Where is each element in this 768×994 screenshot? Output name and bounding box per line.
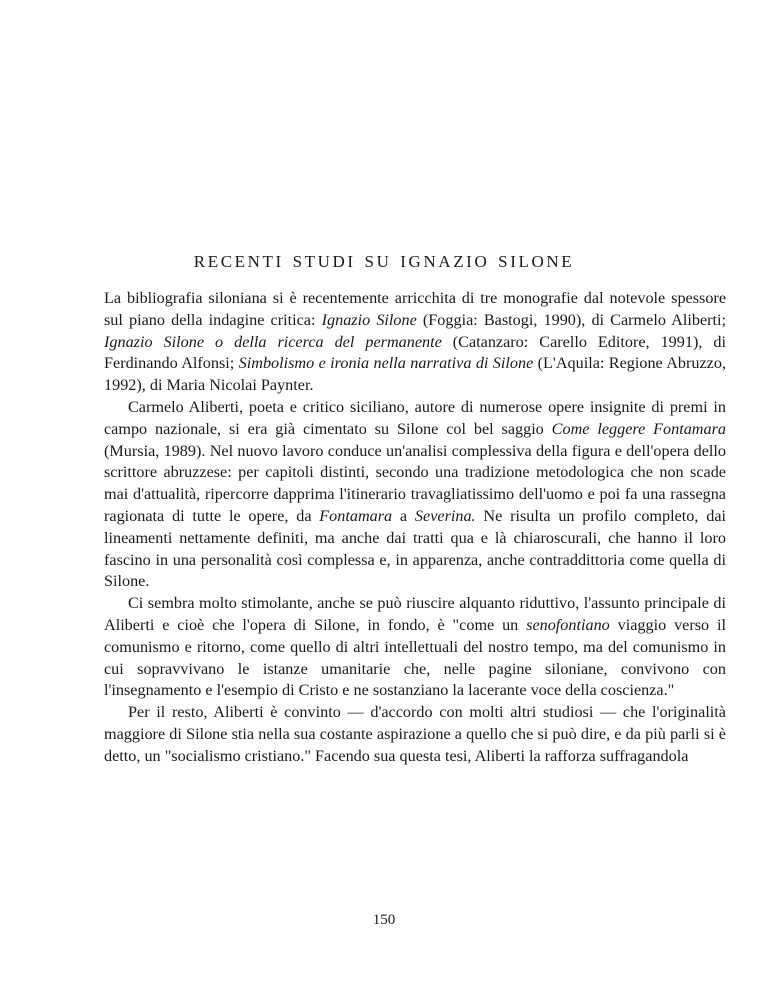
article-body — [104, 288, 726, 768]
text-run: Ne risulta un profilo completo, dai lineamenti nettamente definiti, ma anche dai tratti qua e là chiaroscurali, che hanno il loro fascino in una personalità così complessa e, in apparenza, anche contraddittoria come quella di Silone. — [104, 506, 727, 591]
text-run: Per il resto, Aliberti è convinto — d'accordo con molti altri studiosi — che l'originalità maggiore di Silone stia nella sua costante aspirazione a quello che si può dire, e da più parli si è detto, un "socialismo cristiano." Facendo sua questa tesi, Aliberti la rafforza suffragandola — [104, 703, 726, 765]
italic-title: Fontamara — [319, 506, 393, 525]
paragraph — [104, 702, 726, 767]
italic-title: senofontiano — [526, 615, 610, 634]
italic-title: Come leggere Fontamara — [551, 419, 726, 438]
page-number: 150 — [372, 912, 396, 928]
text-run: Carmelo Aliberti, poeta e critico siciliano, autore di numerose opere insignite di premi in campo nazionale, si era già cimentato su Silone col bel saggio — [104, 397, 726, 438]
italic-title: Simbolismo e ironia nella narrativa di Silone — [238, 354, 534, 373]
text-run: (L'Aquila: Regione Abruzzo, 1992), di Maria Nicolai Paynter. — [104, 354, 726, 395]
text-run: (Catanzaro: Carello Editore, 1991), di Ferdinando Alfonsi; — [104, 332, 726, 373]
text-run: (Foggia: Bastogi, 1990), di Carmelo Aliberti; — [416, 310, 726, 329]
page-title: RECENTI STUDI SU IGNAZIO SILONE — [193, 252, 575, 271]
paragraph — [104, 593, 726, 702]
italic-title: Ignazio Silone — [321, 310, 417, 329]
text-run: (Mursia, 1989). Nel nuovo lavoro conduce un'analisi complessiva della figura e dell'opera dello scrittore abruzzese: per capitoli distinti, secondo una tradizione metodologica che non scade mai d'attualità, ripercorre dapprima l'itinerario travagliatissimo dell'uomo e poi fa una rassegna ragionata di tutte le opere, da — [104, 441, 726, 525]
text-run: a — [392, 506, 415, 525]
text-run: La bibliografia siloniana si è recentemente arricchita di tre monografie dal notevole spessore sul piano della indagine critica: — [104, 289, 726, 329]
italic-title: Ignazio Silone o della ricerca del permanente — [104, 332, 442, 351]
italic-title: Severina. — [414, 506, 476, 525]
paragraph — [104, 288, 726, 397]
text-run: Ci sembra molto stimolante, anche se può riuscire alquanto riduttivo, l'assunto principale di Aliberti e cioè che l'opera di Silone, in fondo, è "come un — [104, 594, 726, 634]
text-run: viaggio verso il comunismo e ritorno, come quello di altri intellettuali del nostro tempo, ma del comunismo in cui sopravvivano le istanze umanitarie che, nelle pagine siloniane, convivono con l'insegnamento e l'esempio di Cristo e ne sostanziano la lacerante voce della coscienza." — [104, 615, 726, 700]
paragraph — [104, 397, 726, 593]
